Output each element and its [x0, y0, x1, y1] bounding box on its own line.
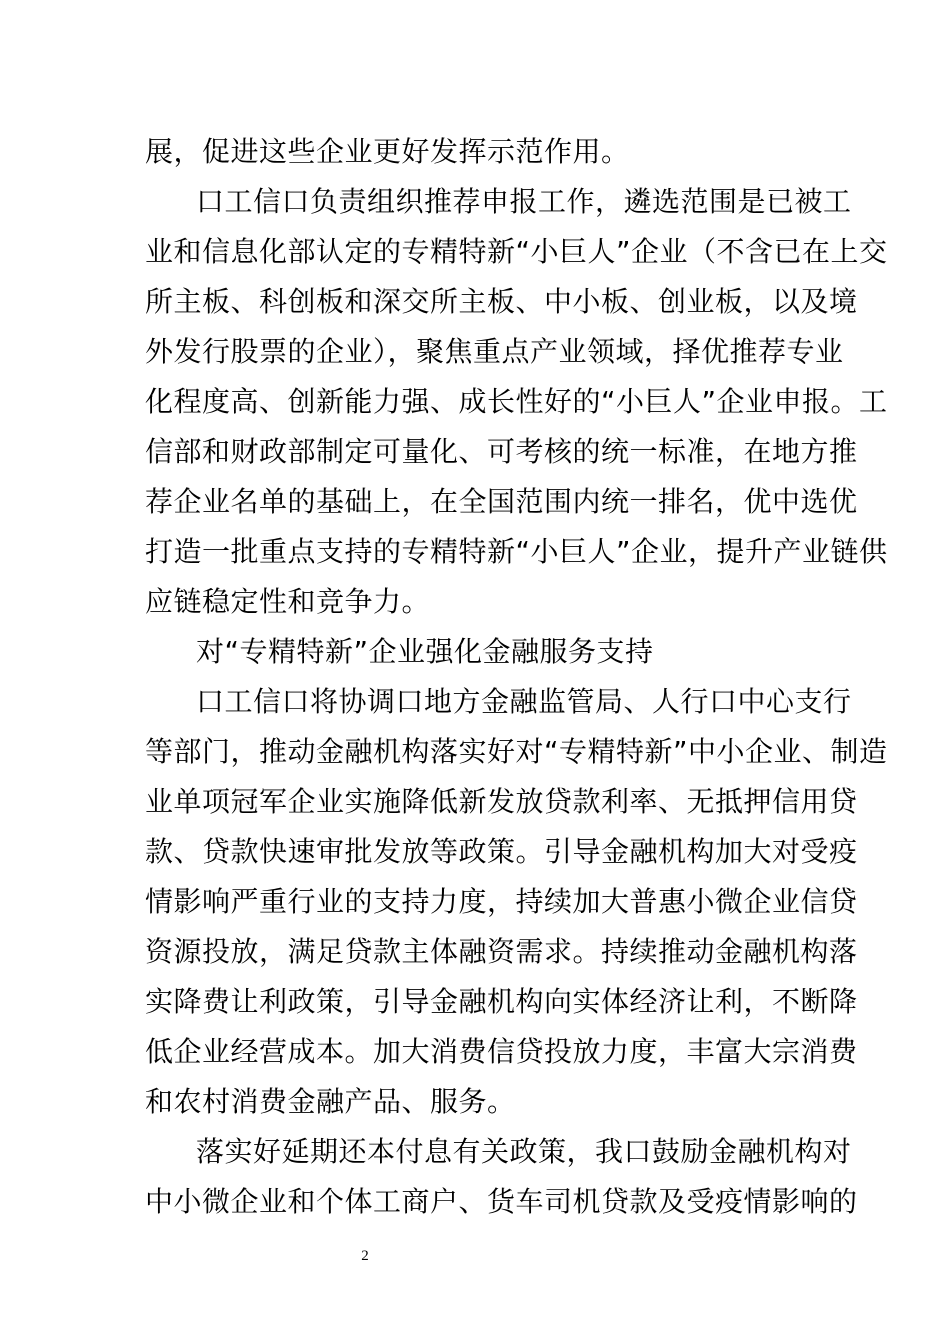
text-line: 和农村消费金融产品、服务。	[145, 1085, 516, 1118]
text-line: 款、贷款快速审批发放等政策。引导金融机构加大对受疫	[145, 835, 858, 868]
text-line: 资源投放，满足贷款主体融资需求。持续推动金融机构落	[145, 935, 858, 968]
text-line: 外发行股票的企业），聚焦重点产业领域，择优推荐专业	[145, 335, 844, 368]
text-line: 化程度高、创新能力强、成长性好的“小巨人”企业申报。工	[145, 385, 888, 418]
text-line: 展，促进这些企业更好发挥示范作用。	[145, 135, 630, 168]
text-line: 实降费让利政策，引导金融机构向实体经济让利，不断降	[145, 985, 858, 1018]
text-line: 信部和财政部制定可量化、可考核的统一标准，在地方推	[145, 435, 858, 468]
paragraph-first-line: 落实好延期还本付息有关政策，我口鼓励金融机构对	[196, 1135, 852, 1168]
text-line: 等部门，推动金融机构落实好对“专精特新”中小企业、制造	[145, 735, 888, 768]
text-line: 打造一批重点支持的专精特新“小巨人”企业，提升产业链供	[145, 535, 888, 568]
section-heading: 对“专精特新”企业强化金融服务支持	[196, 635, 654, 668]
text-line: 业单项冠军企业实施降低新发放贷款利率、无抵押信用贷	[145, 785, 858, 818]
text-line: 荐企业名单的基础上，在全国范围内统一排名，优中选优	[145, 485, 858, 518]
text-line: 情影响严重行业的支持力度，持续加大普惠小微企业信贷	[145, 885, 858, 918]
text-line: 所主板、科创板和深交所主板、中小板、创业板，以及境	[145, 285, 858, 318]
paragraph-first-line: 口工信口负责组织推荐申报工作，遴选范围是已被工	[196, 185, 852, 218]
text-line: 中小微企业和个体工商户、货车司机贷款及受疫情影响的	[145, 1185, 858, 1218]
paragraph-first-line: 口工信口将协调口地方金融监管局、人行口中心支行	[196, 685, 852, 718]
text-line: 业和信息化部认定的专精特新“小巨人”企业（不含已在上交	[145, 235, 888, 268]
text-line: 应链稳定性和竞争力。	[145, 585, 431, 618]
text-line: 低企业经营成本。加大消费信贷投放力度，丰富大宗消费	[145, 1035, 858, 1068]
page-number: 2	[361, 1248, 369, 1264]
